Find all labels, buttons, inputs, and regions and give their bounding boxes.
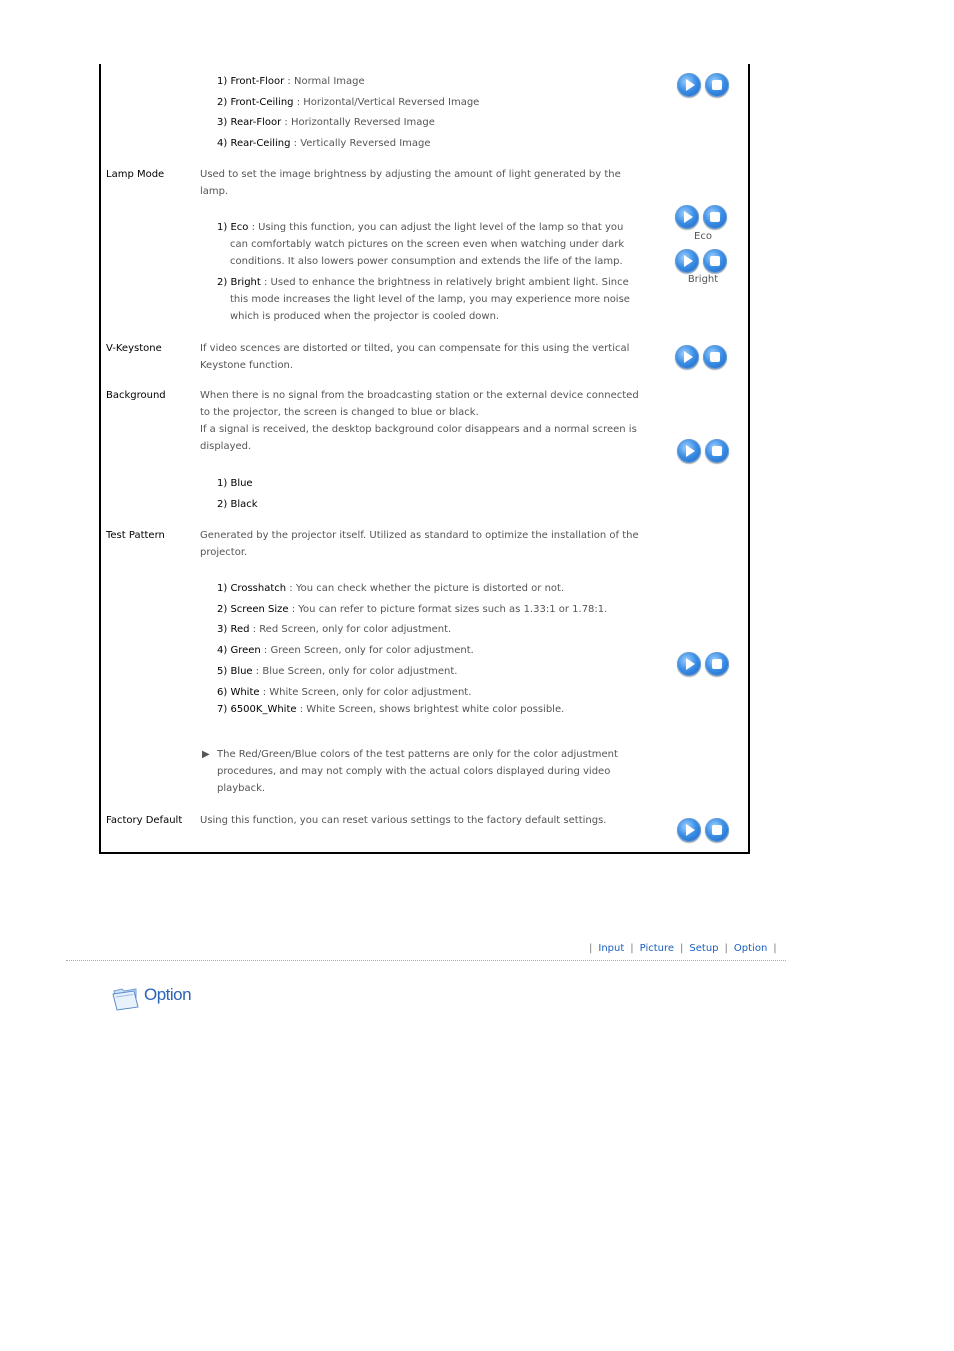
bright-desc-line: this mode increases the light level of the lamp, you may experience more noise bbox=[230, 294, 630, 305]
bright-desc-line: which is produced when the projector is cooled down. bbox=[230, 311, 500, 322]
play-icon[interactable] bbox=[677, 652, 701, 676]
nav-separator: | bbox=[680, 943, 684, 954]
play-icon[interactable] bbox=[677, 439, 701, 463]
background-desc: When there is no signal from the broadcasting station or the external device connected bbox=[200, 390, 639, 401]
list-item: 3) Red : Red Screen, only for color adjustment. bbox=[217, 624, 452, 635]
orientation-demo-buttons bbox=[677, 73, 733, 99]
list-item: 1) Crosshatch : You can check whether the picture is distorted or not. bbox=[217, 583, 565, 594]
list-item: 1) Eco : Using this function, you can adjust the light level of the lamp so that you bbox=[217, 222, 624, 233]
list-item: 5) Blue : Blue Screen, only for color adjustment. bbox=[217, 666, 458, 677]
nav-separator: | bbox=[773, 943, 777, 954]
background-desc: If a signal is received, the desktop background color disappears and a normal screen is bbox=[200, 424, 637, 435]
list-item: 7) 6500K_White : White Screen, shows brightest white color possible. bbox=[217, 704, 565, 715]
eco-desc-line: conditions. It also lowers power consumption and extends the life of the lamp. bbox=[230, 256, 623, 267]
divider bbox=[66, 960, 786, 961]
stop-icon[interactable] bbox=[705, 439, 729, 463]
play-icon[interactable] bbox=[677, 73, 701, 97]
note-marker: ▶ bbox=[202, 749, 210, 760]
list-item: 1) Blue bbox=[217, 478, 253, 489]
bright-caption: Bright bbox=[687, 274, 719, 285]
list-item: 4) Green : Green Screen, only for color adjustment. bbox=[217, 645, 474, 656]
background-label: Background bbox=[106, 390, 166, 401]
stop-icon[interactable] bbox=[703, 345, 727, 369]
list-item: 3) Rear-Floor : Horizontally Reversed Image bbox=[217, 117, 435, 128]
play-icon[interactable] bbox=[677, 818, 701, 842]
stop-icon[interactable] bbox=[703, 249, 727, 273]
bright-demo-buttons bbox=[675, 249, 731, 275]
nav-separator: | bbox=[589, 943, 593, 954]
section-nav bbox=[583, 942, 783, 956]
eco-caption: Eco bbox=[694, 231, 712, 242]
background-desc: displayed. bbox=[200, 441, 252, 452]
stop-icon[interactable] bbox=[703, 205, 727, 229]
lamp-mode-label: Lamp Mode bbox=[106, 169, 165, 180]
option-title-text: Option bbox=[144, 985, 192, 1004]
background-demo-buttons bbox=[677, 439, 733, 465]
stop-icon[interactable] bbox=[705, 652, 729, 676]
nav-link-input[interactable]: Input bbox=[598, 943, 625, 954]
factory-default-desc: Using this function, you can reset various settings to the factory default settings. bbox=[200, 815, 607, 826]
stop-icon[interactable] bbox=[705, 73, 729, 97]
nav-separator: | bbox=[724, 943, 728, 954]
test-pattern-label: Test Pattern bbox=[106, 530, 165, 541]
stop-icon[interactable] bbox=[705, 818, 729, 842]
lamp-mode-desc: Used to set the image brightness by adjusting the amount of light generated by the bbox=[200, 169, 621, 180]
note-line: procedures, and may not comply with the actual colors displayed during video bbox=[217, 766, 611, 777]
list-item: 1) Front-Floor : Normal Image bbox=[217, 76, 365, 87]
list-item: 2) Bright : Used to enhance the brightness in relatively bright ambient light. Since bbox=[217, 277, 629, 288]
background-desc: to the projector, the screen is changed to blue or black. bbox=[200, 407, 479, 418]
nav-separator: | bbox=[630, 943, 634, 954]
eco-desc-line: can comfortably watch pictures on the screen even when watching under dark bbox=[230, 239, 625, 250]
note-line: The Red/Green/Blue colors of the test patterns are only for the color adjustment bbox=[217, 749, 618, 760]
list-item: 4) Rear-Ceiling : Vertically Reversed Image bbox=[217, 138, 431, 149]
list-item: 2) Screen Size : You can refer to picture format sizes such as 1.33:1 or 1.78:1. bbox=[217, 604, 608, 615]
list-item: 2) Front-Ceiling : Horizontal/Vertical Reversed Image bbox=[217, 97, 480, 108]
nav-link-picture[interactable]: Picture bbox=[639, 943, 675, 954]
nav-link-setup[interactable]: Setup bbox=[689, 943, 719, 954]
v-keystone-desc: Keystone function. bbox=[200, 360, 294, 371]
lamp-mode-desc: lamp. bbox=[200, 186, 229, 197]
test-pattern-desc: Generated by the projector itself. Utilized as standard to optimize the installation of the bbox=[200, 530, 639, 541]
nav-link-option[interactable]: Option bbox=[733, 943, 768, 954]
list-item: 2) Black bbox=[217, 499, 258, 510]
test-pattern-desc: projector. bbox=[200, 547, 248, 558]
factory-default-demo-buttons bbox=[677, 818, 733, 844]
test-pattern-demo-buttons bbox=[677, 652, 733, 678]
factory-default-label: Factory Default bbox=[106, 815, 183, 826]
note-line: playback. bbox=[217, 783, 266, 794]
play-icon[interactable] bbox=[675, 249, 699, 273]
play-icon[interactable] bbox=[675, 345, 699, 369]
play-icon[interactable] bbox=[675, 205, 699, 229]
eco-demo-buttons bbox=[675, 205, 731, 231]
v-keystone-label: V-Keystone bbox=[106, 343, 162, 354]
folder-icon bbox=[112, 985, 140, 1011]
list-item: 6) White : White Screen, only for color adjustment. bbox=[217, 687, 472, 698]
v-keystone-desc: If video scences are distorted or tilted, you can compensate for this using the vertical bbox=[200, 343, 630, 354]
v-keystone-demo-buttons bbox=[675, 345, 731, 371]
